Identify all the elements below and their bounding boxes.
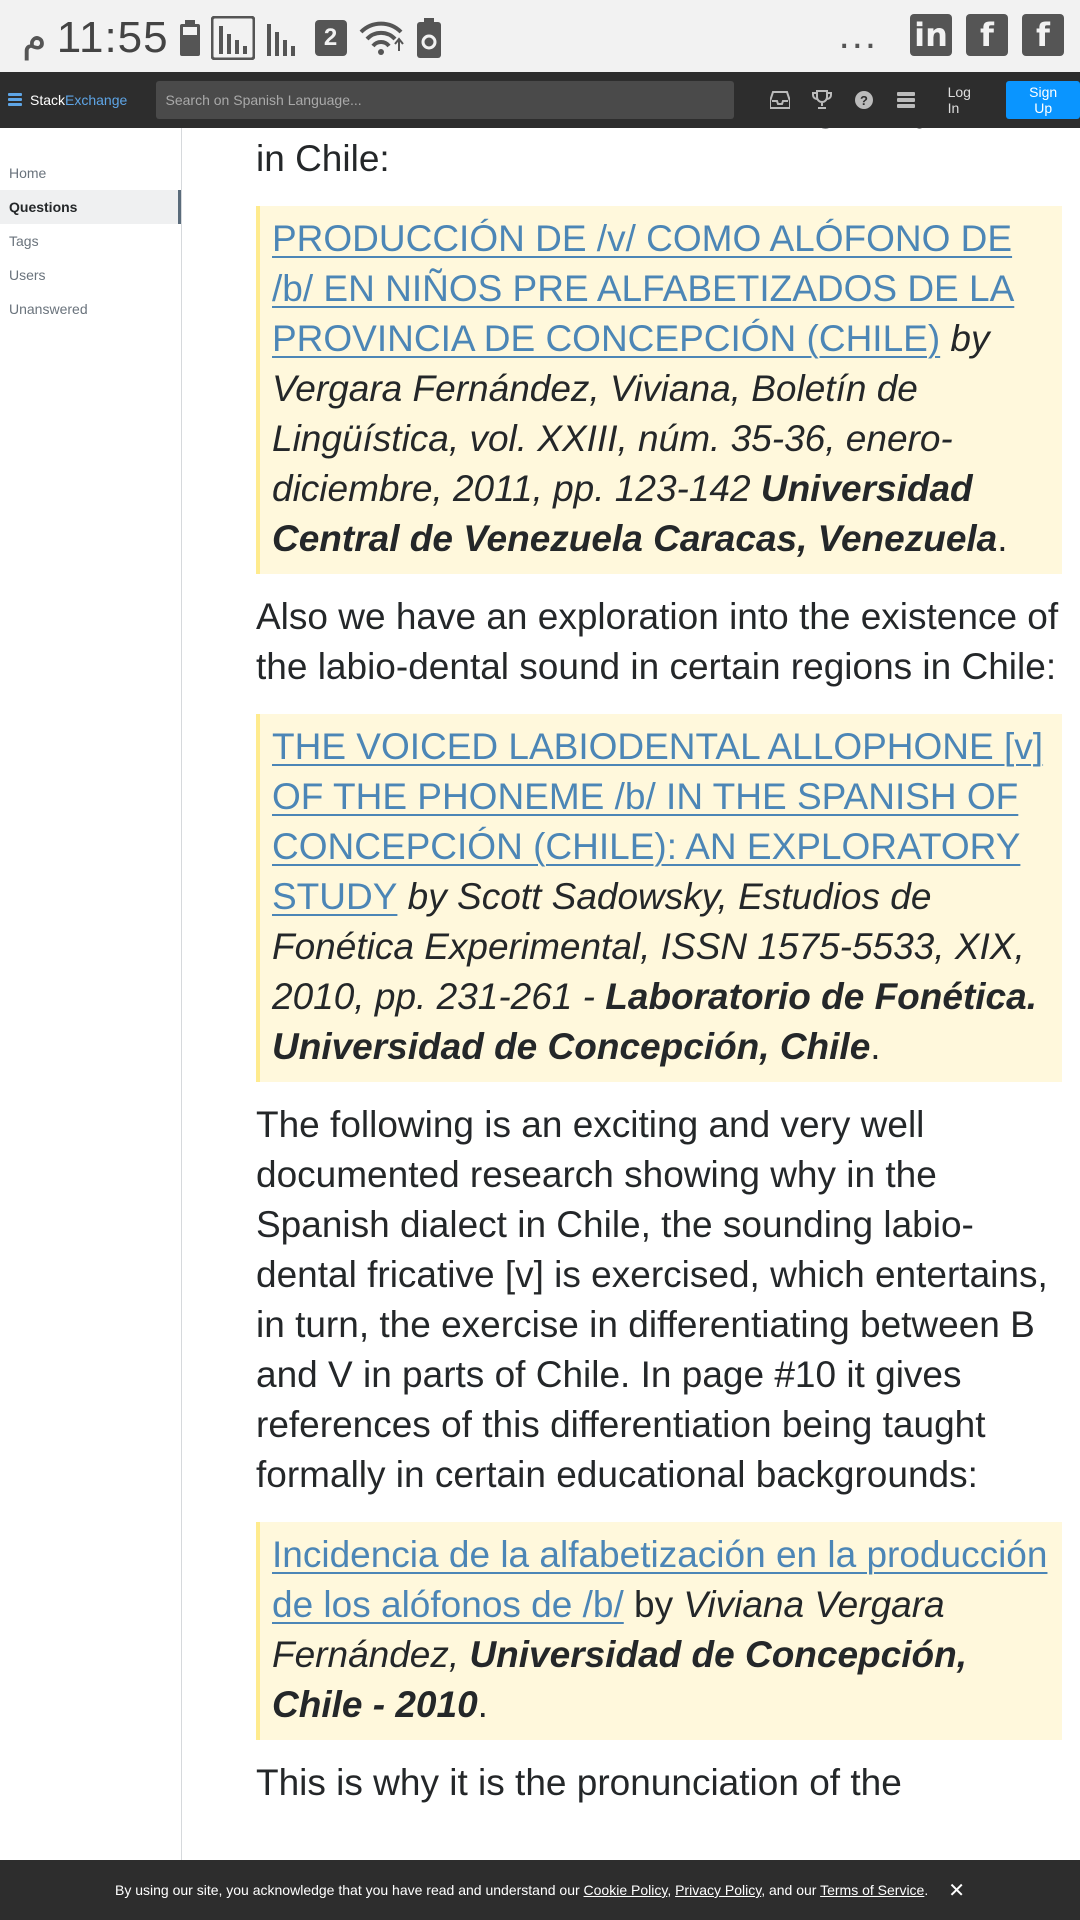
sidebar-item-users[interactable]: Users <box>9 267 46 283</box>
reference-link-2[interactable]: THE VOICED LABIODENTAL ALLOPHONE [v] OF THE PHONEME /b/ IN THE SPANISH OF CONCEPCIÓN (CHILE): AN EXPLORATORY STUDY <box>272 726 1044 917</box>
answer-paragraph-4: This is why it is the pronunciation of the <box>256 1762 902 1803</box>
reference-institution-3: Universidad de Concepción, Chile - 2010 <box>272 1634 968 1725</box>
achievements-icon[interactable] <box>812 90 832 110</box>
wifi-icon <box>357 18 405 58</box>
facebook-icon-2: f <box>1022 14 1064 56</box>
cookie-prefix: By using our site, you acknowledge that you have read and understand our <box>115 1882 584 1898</box>
cookie-sep-1: , <box>667 1882 676 1898</box>
cookie-text <box>115 1882 928 1898</box>
svg-text:?: ? <box>859 93 868 108</box>
sidebar-item-home[interactable]: Home <box>9 165 47 181</box>
answer-body <box>256 128 1062 1860</box>
status-left <box>22 10 443 66</box>
reference-by-3: by <box>623 1584 684 1625</box>
topbar-icons <box>770 90 916 110</box>
stackexchange-logo[interactable] <box>8 92 148 108</box>
reference-citation-1: by Vergara Fernández, Viviana, Boletín de Lingüística, vol. XXIII, núm. 35-36, enero-diciembre, 2011, pp. 123-142 <box>272 318 990 509</box>
terms-of-service-link[interactable]: Terms of Service <box>820 1882 925 1898</box>
facebook-icon: f <box>966 14 1008 56</box>
reference-institution-2: Laboratorio de Fonética. Universidad de Concepción, Chile <box>272 976 1037 1067</box>
answer-paragraph-3: The following is an exciting and very well documented research showing why in the Spanish dialect in Chile, the sounding labio-dental fricative [v] is exercised, which entertains, in turn, the exercise in differentiating between B and V in parts of Chile. In page #10 it gives references of this differentiation being taught formally in certain educational backgrounds: <box>256 1104 1048 1495</box>
cookie-banner <box>0 1860 1080 1920</box>
reference-end-2: . <box>870 1026 881 1067</box>
sidebar-item-questions[interactable]: Questions <box>0 190 181 224</box>
more-dots: ... <box>838 13 878 57</box>
answer-paragraph-2: Also we have an exploration into the existence of the labio-dental sound in certain regions in Chile: <box>256 596 1059 687</box>
reference-end-1: . <box>997 518 1008 559</box>
reference-institution-1: Universidad Central de Venezuela Caracas, Venezuela <box>272 468 998 559</box>
search-input[interactable] <box>156 81 734 119</box>
sim-badge-number: 2 <box>323 24 338 51</box>
status-ampm: م <box>22 16 47 60</box>
blockquote-reference-3 <box>256 1522 1062 1740</box>
sidebar-nav <box>0 156 181 326</box>
answer-paragraph-intro: in Chile: <box>256 138 390 179</box>
site-switcher-icon[interactable] <box>896 91 916 109</box>
cookie-sep-2: , and our <box>761 1882 821 1898</box>
battery-icon <box>179 20 201 56</box>
blockquote-reference-1 <box>256 206 1062 574</box>
site-topbar <box>0 72 1080 128</box>
signup-button[interactable]: Sign Up <box>1006 81 1080 119</box>
help-icon[interactable] <box>854 90 874 110</box>
sidebar-item-tags[interactable]: Tags <box>9 233 39 249</box>
reference-end-3: . <box>477 1684 488 1725</box>
left-sidebar <box>0 128 182 1860</box>
sidebar-item-unanswered[interactable]: Unanswered <box>9 301 88 317</box>
status-right <box>839 14 1064 56</box>
login-link[interactable]: Log In <box>947 84 971 116</box>
signal-sim2-icon <box>265 16 305 60</box>
reference-link-1[interactable]: PRODUCCIÓN DE /v/ COMO ALÓFONO DE /b/ EN NIÑOS PRE ALFABETIZADOS DE LA PROVINCIA DE CONCEPCIÓN (CHILE) <box>272 218 1015 359</box>
status-time: 11:55 <box>56 13 169 62</box>
reference-citation-2: by Scott Sadowsky, Estudios de Fonética Experimental, ISSN 1575-5533, XIX, 2010, pp. 231-261 - <box>272 876 1025 1017</box>
close-icon[interactable]: ✕ <box>948 1879 965 1902</box>
blockquote-reference-2 <box>256 714 1062 1082</box>
inbox-icon[interactable] <box>770 91 790 109</box>
cookie-policy-link[interactable]: Cookie Policy <box>583 1882 668 1898</box>
linkedin-icon: in <box>910 14 952 56</box>
cookie-suffix: . <box>924 1882 929 1898</box>
reference-link-3[interactable]: Incidencia de la alfabetización en la producción de los alófonos de /b/ <box>272 1534 1048 1625</box>
reference-author-3: Viviana Vergara Fernández, <box>272 1584 945 1675</box>
signal-sim1-icon <box>211 16 255 60</box>
logo-exchange-text: Exchange <box>65 92 128 108</box>
status-bar <box>0 0 1080 72</box>
sim-badge-icon <box>315 20 347 56</box>
logo-stack-text: Stack <box>30 92 66 108</box>
stackexchange-logo-icon <box>8 93 22 107</box>
recycle-battery-icon <box>415 18 443 58</box>
privacy-policy-link[interactable]: Privacy Policy <box>675 1882 762 1898</box>
